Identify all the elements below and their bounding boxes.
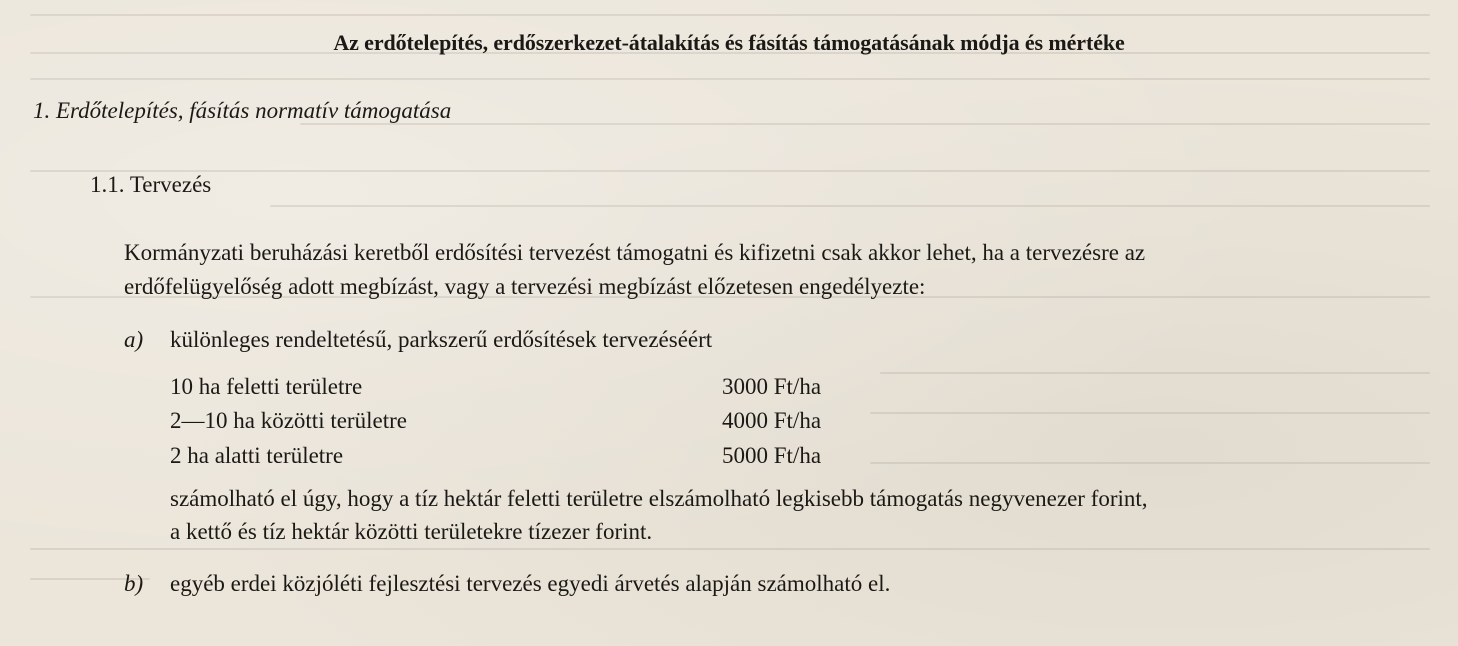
bleed-line — [270, 205, 1430, 207]
bleed-line — [870, 462, 1430, 464]
item-a-note-line: számolható el úgy, hogy a tíz hektár feletti területre elszámolható legkisebb támogatás negyvenezer forint, — [170, 486, 1148, 511]
subsection-number: 1.1. — [90, 172, 125, 197]
rate-value: 5000 Ft/ha — [722, 443, 822, 468]
bleed-line — [300, 123, 1430, 125]
rate-label: 2—10 ha közötti területre — [170, 408, 407, 433]
rate-value: 3000 Ft/ha — [722, 374, 822, 399]
rate-label: 2 ha alatti területre — [170, 443, 344, 468]
bleed-line — [30, 78, 1430, 80]
item-a-letter: a) — [124, 327, 144, 352]
item-a-note-line: a kettő és tíz hektár közötti területekre tízezer forint. — [170, 519, 653, 544]
item-a-text: különleges rendeltetésű, parkszerű erdősítések tervezéséért — [170, 327, 713, 352]
document-title: Az erdőtelepítés, erdőszerkezet-átalakítás és fásítás támogatásának módja és mértéke — [333, 30, 1125, 55]
rate-value: 4000 Ft/ha — [722, 408, 822, 433]
intro-line: erdőfelügyelőség adott megbízást, vagy a tervezési megbízást előzetesen engedélyezte: — [124, 274, 926, 299]
item-b-letter: b) — [124, 571, 144, 596]
bleed-line — [870, 412, 1430, 414]
bleed-line — [30, 170, 1430, 172]
section-heading — [33, 99, 451, 122]
rate-label: 10 ha feletti területre — [170, 374, 363, 399]
section-heading-text: Erdőtelepítés, fásítás normatív támogatása — [56, 98, 452, 123]
section-number: 1. — [33, 98, 51, 123]
item-b-text: egyéb erdei közjóléti fejlesztési tervezés egyedi árvetés alapján számolható el. — [170, 571, 891, 596]
subsection-heading — [90, 173, 211, 196]
bleed-line — [30, 548, 1430, 550]
bleed-line — [30, 14, 1430, 16]
intro-line: Kormányzati beruházási keretből erdősítési tervezést támogatni és kifizetni csak akkor lehet, ha a tervezésre az — [124, 240, 1146, 265]
subsection-heading-text: Tervezés — [129, 172, 212, 197]
bleed-line — [880, 372, 1430, 374]
